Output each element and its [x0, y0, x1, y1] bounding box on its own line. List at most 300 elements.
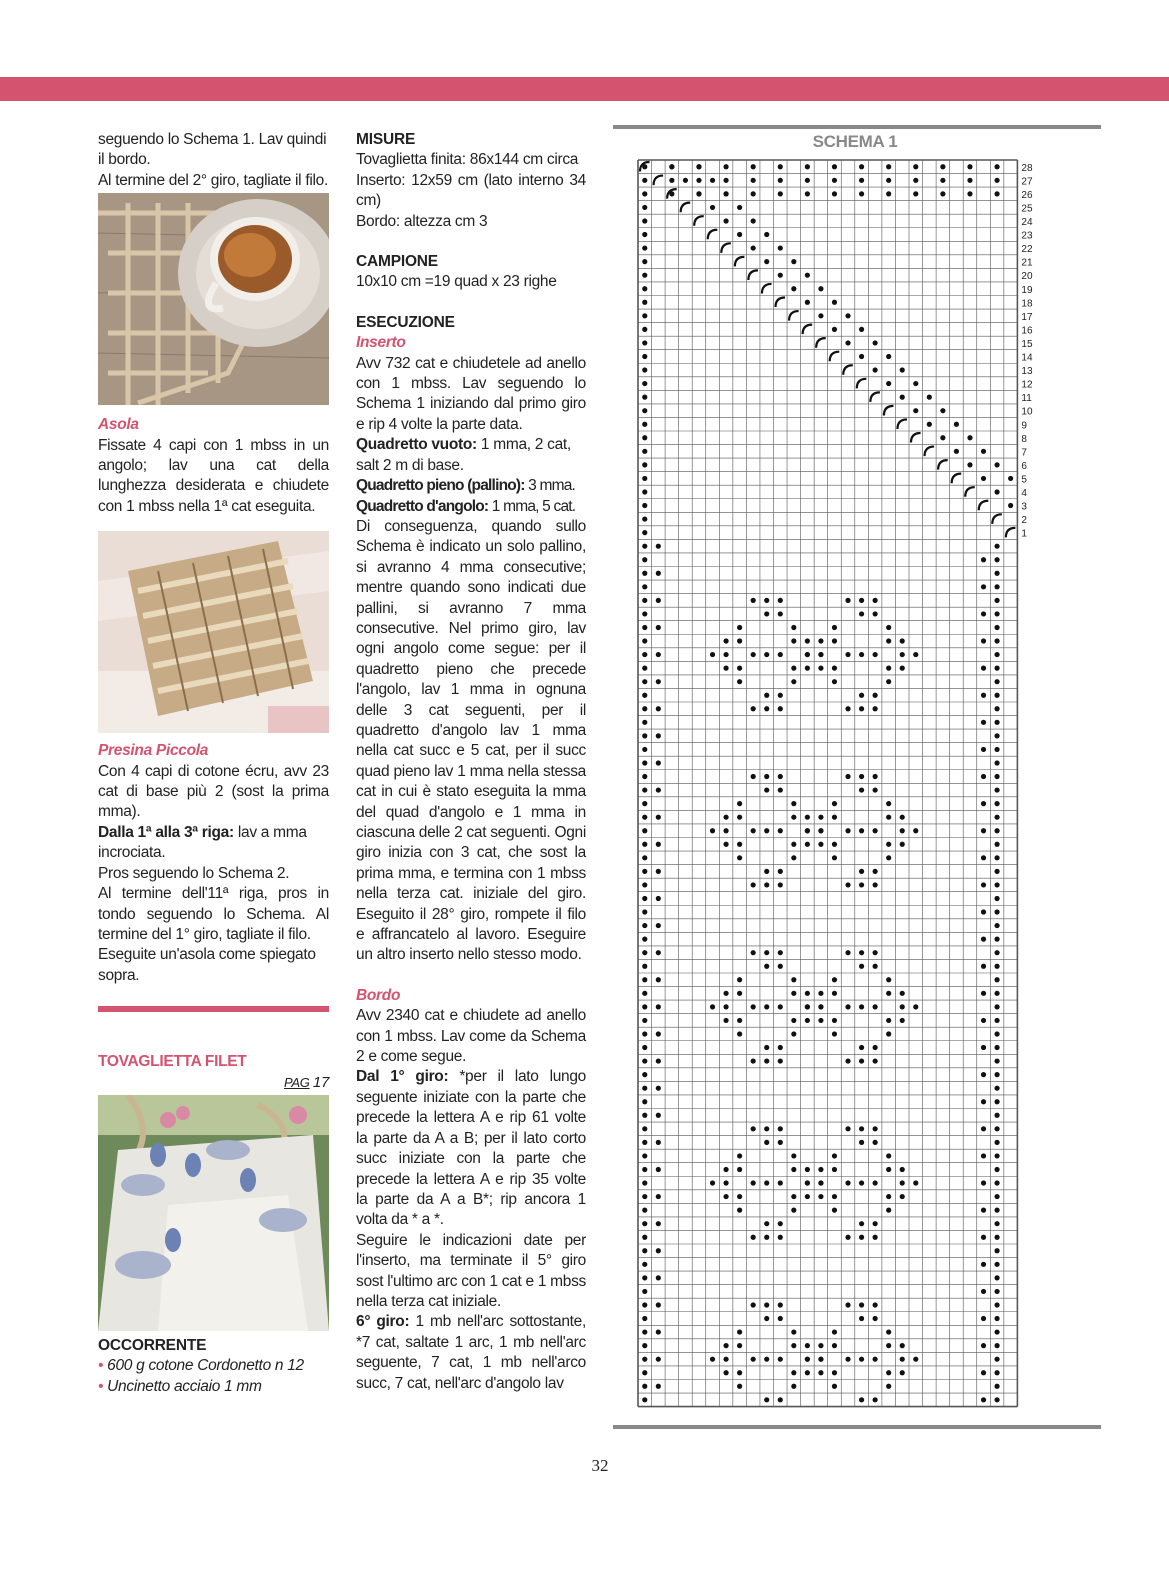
quadretto-pieno-label: Quadretto pieno (pallino):: [356, 477, 525, 495]
corner-arc: [884, 406, 894, 416]
filled-square-dot: [900, 1357, 905, 1362]
filled-square-dot: [859, 611, 864, 616]
filled-square-dot: [886, 1370, 891, 1375]
filled-square-dot: [642, 1316, 647, 1321]
filled-square-dot: [832, 164, 837, 169]
occorrente-title: OCCORRENTE: [98, 1336, 207, 1354]
filled-square-dot: [994, 882, 999, 887]
filled-square-dot: [642, 218, 647, 223]
filled-square-dot: [873, 598, 878, 603]
inserto-text: Avv 732 cat e chiudetele ad anello con 1 mbss. Lav seguendo lo Schema 1 iniziando dal primo giro e rip 4 volte la parte data.: [356, 354, 586, 433]
filled-square-dot: [791, 625, 796, 630]
filled-square-dot: [981, 774, 986, 779]
filled-square-dot: [832, 1370, 837, 1375]
filled-square-dot: [845, 313, 850, 318]
filled-square-dot: [873, 340, 878, 345]
presina-step: [98, 823, 329, 864]
filled-square-dot: [900, 1167, 905, 1172]
filled-square-dot: [778, 1140, 783, 1145]
filled-square-dot: [900, 842, 905, 847]
filled-square-dot: [805, 815, 810, 820]
filled-square-dot: [981, 937, 986, 942]
filled-square-dot: [981, 1262, 986, 1267]
filled-square-dot: [994, 923, 999, 928]
filled-square-dot: [642, 327, 647, 332]
filled-square-dot: [723, 815, 728, 820]
filled-square-dot: [859, 787, 864, 792]
filled-square-dot: [859, 1397, 864, 1402]
filled-square-dot: [859, 693, 864, 698]
filled-square-dot: [981, 964, 986, 969]
filled-square-dot: [656, 815, 661, 820]
filled-square-dot: [642, 1357, 647, 1362]
quadretto-pieno: [356, 476, 586, 496]
filled-square-dot: [642, 435, 647, 440]
filled-square-dot: [642, 1045, 647, 1050]
filled-square-dot: [994, 652, 999, 657]
filled-square-dot: [778, 178, 783, 183]
filled-square-dot: [778, 652, 783, 657]
row-number: 20: [1021, 271, 1033, 283]
filled-square-dot: [900, 1343, 905, 1348]
page-number: 32: [591, 1456, 609, 1475]
corner-arc: [803, 325, 813, 335]
filled-square-dot: [723, 1370, 728, 1375]
filled-square-dot: [642, 706, 647, 711]
filled-square-dot: [900, 1180, 905, 1185]
filled-square-dot: [981, 801, 986, 806]
campione-text: 10x10 cm =19 quad x 23 righe: [356, 273, 557, 291]
filled-square-dot: [859, 1235, 864, 1240]
filled-square-dot: [642, 422, 647, 427]
filled-square-dot: [642, 1126, 647, 1131]
filled-square-dot: [832, 1167, 837, 1172]
filled-square-dot: [994, 1289, 999, 1294]
filled-square-dot: [873, 774, 878, 779]
bordo-text-2: Seguire le indicazioni date per l'inserto, ma terminate il 5° giro sost l'ultimo arc con 1 cat e 1 mbss nella terza cat iniziale.: [356, 1231, 586, 1310]
filled-square-dot: [642, 1275, 647, 1280]
asola-title: Asola: [98, 416, 139, 434]
filled-square-dot: [642, 923, 647, 928]
filled-square-dot: [859, 354, 864, 359]
filled-square-dot: [981, 1370, 986, 1375]
row-number: 11: [1021, 393, 1032, 405]
filled-square-dot: [737, 801, 742, 806]
filled-square-dot: [791, 977, 796, 982]
filled-square-dot: [778, 693, 783, 698]
filled-square-dot: [900, 1018, 905, 1023]
filled-square-dot: [656, 1031, 661, 1036]
corner-arc: [938, 460, 948, 470]
filled-square-dot: [642, 950, 647, 955]
filled-square-dot: [778, 1045, 783, 1050]
filled-square-dot: [994, 693, 999, 698]
filled-square-dot: [832, 1208, 837, 1213]
filled-square-dot: [859, 178, 864, 183]
filled-square-dot: [981, 1072, 986, 1077]
filled-square-dot: [723, 666, 728, 671]
filled-square-dot: [642, 977, 647, 982]
row-number: 1: [1021, 528, 1027, 540]
filled-square-dot: [981, 855, 986, 860]
filled-square-dot: [737, 1384, 742, 1389]
filled-square-dot: [900, 828, 905, 833]
filled-square-dot: [994, 1072, 999, 1077]
filled-square-dot: [642, 787, 647, 792]
filled-square-dot: [642, 1343, 647, 1348]
filled-square-dot: [778, 1302, 783, 1307]
filled-square-dot: [764, 652, 769, 657]
filled-square-dot: [642, 815, 647, 820]
filled-square-dot: [778, 1357, 783, 1362]
misure-2: Inserto: 12x59 cm (lato interno 34 cm): [356, 171, 586, 210]
filled-square-dot: [994, 1235, 999, 1240]
filled-square-dot: [994, 1343, 999, 1348]
filled-square-dot: [642, 1058, 647, 1063]
filled-square-dot: [723, 191, 728, 196]
filled-square-dot: [642, 1099, 647, 1104]
filled-square-dot: [859, 950, 864, 955]
filled-square-dot: [642, 232, 647, 237]
filled-square-dot: [994, 977, 999, 982]
filled-square-dot: [764, 706, 769, 711]
corner-arc: [965, 487, 975, 497]
filled-square-dot: [818, 1194, 823, 1199]
filled-square-dot: [642, 964, 647, 969]
filled-square-dot: [913, 1357, 918, 1362]
filled-square-dot: [642, 381, 647, 386]
filled-square-dot: [642, 1086, 647, 1091]
filled-square-dot: [642, 1370, 647, 1375]
corner-arc: [952, 474, 962, 484]
filled-square-dot: [764, 1058, 769, 1063]
filled-square-dot: [994, 720, 999, 725]
filled-square-dot: [642, 476, 647, 481]
filled-square-dot: [818, 313, 823, 318]
filled-square-dot: [710, 1357, 715, 1362]
filled-square-dot: [737, 1343, 742, 1348]
filled-square-dot: [778, 1221, 783, 1226]
filled-square-dot: [940, 164, 945, 169]
filled-square-dot: [764, 950, 769, 955]
filled-square-dot: [656, 1357, 661, 1362]
filled-square-dot: [873, 1004, 878, 1009]
filled-square-dot: [642, 462, 647, 467]
filled-square-dot: [994, 1167, 999, 1172]
filled-square-dot: [981, 1235, 986, 1240]
filled-square-dot: [778, 869, 783, 874]
filled-square-dot: [710, 1004, 715, 1009]
filled-square-dot: [656, 1302, 661, 1307]
filled-square-dot: [656, 544, 661, 549]
filled-square-dot: [642, 991, 647, 996]
filled-square-dot: [845, 1058, 850, 1063]
row-number: 4: [1021, 488, 1027, 500]
filled-square-dot: [1008, 476, 1013, 481]
filled-square-dot: [832, 178, 837, 183]
filled-square-dot: [994, 747, 999, 752]
filled-square-dot: [900, 815, 905, 820]
bordo-text: Avv 2340 cat e chiudete ad anello con 1 mbss. Lav come da Schema 2 e come segue.: [356, 1007, 586, 1066]
filled-square-dot: [873, 1126, 878, 1131]
pag-label: PAG: [284, 1074, 310, 1090]
row-number: 18: [1021, 298, 1033, 310]
filled-square-dot: [805, 1194, 810, 1199]
corner-arc: [1006, 528, 1016, 538]
filled-square-dot: [737, 842, 742, 847]
filled-square-dot: [873, 787, 878, 792]
filled-square-dot: [778, 191, 783, 196]
filled-square-dot: [751, 178, 756, 183]
filled-square-dot: [886, 638, 891, 643]
filled-square-dot: [791, 679, 796, 684]
row-number: 21: [1021, 257, 1033, 269]
filled-square-dot: [845, 652, 850, 657]
filled-square-dot: [642, 205, 647, 210]
schema-bottom-rule: [613, 1425, 1101, 1429]
filled-square-dot: [994, 937, 999, 942]
filled-square-dot: [994, 489, 999, 494]
corner-arc: [843, 365, 853, 375]
filled-square-dot: [737, 666, 742, 671]
filled-square-dot: [723, 218, 728, 223]
filled-square-dot: [994, 638, 999, 643]
filled-square-dot: [764, 598, 769, 603]
row-number: 5: [1021, 474, 1027, 486]
filled-square-dot: [981, 666, 986, 671]
row-number: 19: [1021, 284, 1033, 296]
filled-square-dot: [845, 598, 850, 603]
filled-square-dot: [940, 191, 945, 196]
filled-square-dot: [791, 801, 796, 806]
filled-square-dot: [913, 408, 918, 413]
filled-square-dot: [764, 1235, 769, 1240]
filled-square-dot: [886, 991, 891, 996]
presina-text-3: Pros seguendo lo Schema 2.: [98, 864, 290, 882]
filled-square-dot: [642, 367, 647, 372]
filled-square-dot: [778, 273, 783, 278]
filled-square-dot: [873, 1180, 878, 1185]
filled-square-dot: [886, 164, 891, 169]
inserto-title: Inserto: [356, 334, 406, 352]
filled-square-dot: [737, 232, 742, 237]
filled-square-dot: [981, 611, 986, 616]
filled-square-dot: [1008, 503, 1013, 508]
corner-arc: [681, 203, 691, 213]
filled-square-dot: [656, 1004, 661, 1009]
filled-square-dot: [805, 164, 810, 169]
filled-square-dot: [873, 1357, 878, 1362]
row-number: 3: [1021, 501, 1027, 513]
filled-square-dot: [832, 1329, 837, 1334]
corner-arc: [816, 338, 826, 348]
filled-square-dot: [981, 1153, 986, 1158]
filled-square-dot: [873, 964, 878, 969]
filled-square-dot: [710, 205, 715, 210]
filled-square-dot: [886, 625, 891, 630]
filled-square-dot: [805, 300, 810, 305]
quadretto-angolo: [356, 497, 586, 517]
filled-square-dot: [764, 1126, 769, 1131]
filled-square-dot: [818, 842, 823, 847]
row-number: 14: [1021, 352, 1033, 364]
filled-square-dot: [859, 1058, 864, 1063]
filled-square-dot: [859, 327, 864, 332]
filled-square-dot: [886, 1384, 891, 1389]
row-number: 6: [1021, 460, 1027, 472]
filled-square-dot: [751, 1180, 756, 1185]
filled-square-dot: [805, 1004, 810, 1009]
filled-square-dot: [737, 1018, 742, 1023]
filled-square-dot: [886, 381, 891, 386]
presina-title: Presina Piccola: [98, 742, 209, 760]
corner-arc: [748, 270, 758, 280]
sesto-giro: [356, 1312, 586, 1394]
filled-square-dot: [967, 462, 972, 467]
filled-square-dot: [818, 1180, 823, 1185]
filled-square-dot: [900, 652, 905, 657]
filled-square-dot: [737, 1031, 742, 1036]
filled-square-dot: [805, 652, 810, 657]
filled-square-dot: [873, 828, 878, 833]
filled-square-dot: [642, 1302, 647, 1307]
filled-square-dot: [642, 774, 647, 779]
filled-square-dot: [805, 1343, 810, 1348]
filled-square-dot: [994, 1194, 999, 1199]
filled-square-dot: [886, 801, 891, 806]
filled-square-dot: [954, 422, 959, 427]
filled-square-dot: [994, 598, 999, 603]
filled-square-dot: [764, 232, 769, 237]
corner-arc: [992, 514, 1002, 524]
filled-square-dot: [994, 774, 999, 779]
row-number: 26: [1021, 189, 1033, 201]
filled-square-dot: [981, 557, 986, 562]
quadretto-angolo-label: Quadretto d'angolo:: [356, 497, 489, 515]
filled-square-dot: [778, 1235, 783, 1240]
filled-square-dot: [832, 300, 837, 305]
filled-square-dot: [723, 178, 728, 183]
filled-square-dot: [764, 1004, 769, 1009]
filled-square-dot: [859, 1126, 864, 1131]
filled-square-dot: [656, 760, 661, 765]
filled-square-dot: [886, 1167, 891, 1172]
row-number: 27: [1021, 176, 1033, 188]
filled-square-dot: [954, 449, 959, 454]
filled-square-dot: [994, 1316, 999, 1321]
filled-square-dot: [642, 1248, 647, 1253]
filled-square-dot: [791, 1384, 796, 1389]
misure-title: MISURE: [356, 131, 416, 148]
filled-square-dot: [805, 191, 810, 196]
filled-square-dot: [994, 1370, 999, 1375]
filled-square-dot: [886, 815, 891, 820]
filled-square-dot: [751, 1235, 756, 1240]
filled-square-dot: [900, 395, 905, 400]
filled-square-dot: [656, 923, 661, 928]
filled-square-dot: [764, 693, 769, 698]
filled-square-dot: [873, 706, 878, 711]
filled-square-dot: [642, 1208, 647, 1213]
filled-square-dot: [805, 666, 810, 671]
row-number: 7: [1021, 447, 1027, 459]
filled-square-dot: [642, 801, 647, 806]
filled-square-dot: [642, 1180, 647, 1185]
filled-square-dot: [818, 1370, 823, 1375]
filled-square-dot: [994, 1221, 999, 1226]
filled-square-dot: [656, 1058, 661, 1063]
filled-square-dot: [818, 1004, 823, 1009]
filled-square-dot: [886, 666, 891, 671]
filled-square-dot: [994, 584, 999, 589]
filled-square-dot: [656, 842, 661, 847]
filled-square-dot: [642, 1004, 647, 1009]
filled-square-dot: [832, 1343, 837, 1348]
presina-photo: [98, 531, 329, 733]
page-reference: [98, 1073, 329, 1093]
filled-square-dot: [832, 1031, 837, 1036]
quadretto-pieno-text: 3 mma.: [524, 477, 576, 495]
filled-square-dot: [994, 1357, 999, 1362]
filled-square-dot: [981, 1180, 986, 1185]
filled-square-dot: [818, 1167, 823, 1172]
filled-square-dot: [791, 815, 796, 820]
filled-square-dot: [818, 991, 823, 996]
row-number: 24: [1021, 217, 1033, 229]
filled-square-dot: [913, 1004, 918, 1009]
filled-square-dot: [764, 882, 769, 887]
filled-square-dot: [764, 1140, 769, 1145]
filled-square-dot: [751, 652, 756, 657]
filled-square-dot: [859, 191, 864, 196]
filled-square-dot: [751, 1058, 756, 1063]
filled-square-dot: [832, 1384, 837, 1389]
filled-square-dot: [886, 977, 891, 982]
filled-square-dot: [981, 1343, 986, 1348]
filled-square-dot: [994, 191, 999, 196]
filled-square-dot: [669, 164, 674, 169]
presina-text-1: Con 4 capi di cotone écru, avv 23 cat di base più 2 (sost la prima mma).: [98, 762, 329, 821]
filled-square-dot: [642, 259, 647, 264]
filled-square-dot: [994, 164, 999, 169]
filled-square-dot: [737, 1167, 742, 1172]
dal-primo-giro-label: Dal 1° giro:: [356, 1068, 449, 1086]
filled-square-dot: [764, 787, 769, 792]
filled-square-dot: [859, 1004, 864, 1009]
intro-text: seguendo lo Schema 1. Lav quindi il bordo. Al termine del 2° giro, tagliate il filo.: [98, 131, 328, 189]
filled-square-dot: [723, 828, 728, 833]
filled-square-dot: [751, 882, 756, 887]
filled-square-dot: [642, 1140, 647, 1145]
filled-square-dot: [642, 503, 647, 508]
filled-square-dot: [981, 1045, 986, 1050]
filled-square-dot: [900, 367, 905, 372]
filled-square-dot: [818, 815, 823, 820]
filled-square-dot: [642, 313, 647, 318]
row-number: 23: [1021, 230, 1033, 242]
filled-square-dot: [913, 381, 918, 386]
filled-square-dot: [656, 1384, 661, 1389]
filled-square-dot: [845, 1004, 850, 1009]
filled-square-dot: [832, 1018, 837, 1023]
occorrente-item-2-text: Uncinetto acciaio 1 mm: [107, 1377, 262, 1395]
filled-square-dot: [886, 1153, 891, 1158]
filled-square-dot: [642, 869, 647, 874]
filled-square-dot: [845, 774, 850, 779]
filled-square-dot: [642, 896, 647, 901]
filled-square-dot: [859, 598, 864, 603]
filled-square-dot: [642, 191, 647, 196]
